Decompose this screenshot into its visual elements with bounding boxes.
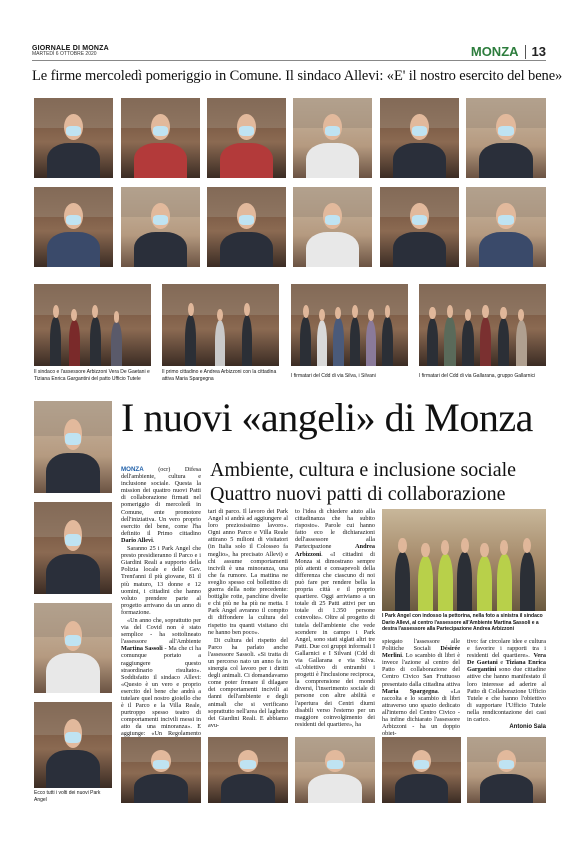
paragraph: tari di parco. Il lavoro dei Park Angel si andrà ad aggiungere al loro preziosissimo lavoro». Ogni anno Parco e Villa Reale attirano 5 milioni di visitatori (in Italia solo il Colosseo fa meglio», ha precisato Allevi) e chi assume comportamenti incivili è una minoranza, una che fa rumore. La mattina ne sveglio spesso col bollettino di guerra della notte precedente: bottiglie rotte, panchine divelte e chi più ne ha più ne metta. I Park Angel avranno il compito di diffondere la cultura del rispetto tra quanti visitano chi ne hanno ben poco».	[208, 508, 288, 636]
dateline: MONZA	[121, 466, 144, 473]
sidebar-portrait	[34, 502, 112, 594]
section-divider	[525, 45, 526, 59]
sidebar-caption: Ecco tutti i volti dei nuovi Park Angel	[34, 790, 101, 803]
group-photo	[34, 284, 151, 366]
paragraph: Saranno 25 i Park Angel che presto presidieranno il Parco e i Giardini Reali a supporto della Polizia locale e delle Gev. Trent'anni il più giovane, 81 il più maturo, 13 donne e 12 uomini, i cittadini che hanno voluto prendere parte al progetto arrivano da un anno di formazione.	[121, 545, 201, 616]
masthead	[32, 45, 109, 58]
photo-caption: I firmatari del Cdd di via Gallarana, gruppo Gallarnici	[419, 373, 536, 379]
person-name: Dario Allevi	[121, 536, 153, 544]
photo-caption: Il primo cittadino e Andrea Arbizzoni con la cittadina attiva Maria Spargegna	[162, 369, 277, 382]
photo-caption: I firmatari del Cdd di via Silva, i Silvani	[291, 373, 376, 379]
portrait-photo	[293, 98, 372, 178]
paragraph: spiegato l'assessore alle Politiche Sociali	[382, 638, 460, 653]
paragraph: sono due cittadine attive che hanno manifestato il loro interesse ad aderire al Patto di Collaborazione Ufficio Tutele e che hanno l'obiettivo di supportare l'Ufficio Tutele nella rendicontazione dei casi in carico.	[467, 666, 546, 724]
newspaper-name: GIORNALE DI MONZA	[32, 45, 109, 52]
portrait-photo	[466, 98, 546, 178]
group-photo	[291, 284, 408, 366]
paragraph: . Lo scambio di libri è invece l'azione al centro del Patto di collaborazione del Centro Civico San Fruttuoso presentato dalla cittadina attiva	[382, 652, 460, 688]
paragraph: Di cultura del rispetto del Parco ha parlato anche l'assessore Sassoli. «Si tratta di un percorso nato un anno fa in sinergia col lavoro per i diritti degli animali. Ci domandavamo come poter frenare il dilagare dei comportamenti incivili ai danni dell'ambiente e degli animali che si verificano soprattutto nell'area del laghetto dei Giardini Reali. E abbiamo avu-	[208, 636, 288, 729]
article-subtitle-line2: Quattro nuovi patti di collaborazione	[210, 483, 506, 505]
bottom-portrait	[295, 737, 375, 803]
page-number: 13	[531, 44, 546, 59]
article-title: I nuovi «angeli» di Monza	[121, 395, 533, 440]
person-name: Maria Spargegna	[382, 687, 438, 695]
paragraph: Difesa dell'ambiente, cultura e inclusione sociale. Questa la mission dei quattro nuovi Patti di collaborazione firmati nel pomeriggio di mercoledì in Comune, ente promotore dell'iniziativa. Un vero proprio esercito del bene, come l'ha definito il Primo cittadino	[121, 466, 201, 537]
bottom-portrait	[208, 737, 288, 803]
paragraph: «Un anno che, soprattutto per via del Covid non è stato semplice - ha sottolineato l'assessore all'Ambiente	[121, 616, 201, 646]
bottom-portrait	[121, 737, 201, 803]
article-subtitle-line1: Ambiente, cultura e inclusione sociale	[210, 459, 517, 481]
article-column-1: MONZA (ocr) Difesa dell'ambiente, cultura e inclusione sociale. Questa la mission dei quattro nuovi Patti di collaborazione firmati nel pomeriggio di mercoledì in Comune, ente promotore dell'iniziativa. Un vero proprio esercito del bene, come l'ha definito il Primo cittadino Dario Allevi. Saranno 25 i Park Angel che presto presidieranno il Parco e i Giardini Reali a supporto della Polizia locale e delle Gev. Trent'anni il più giovane, 81 il più maturo, 13 donne e 12 uomini, i cittadini che hanno voluto prendere parte al progetto arrivano da un anno di formazione. «Un anno che, soprattutto per via del Covid non è stato semplice - ha sottolineato l'assessore all'Ambiente Martina Sassoli - Ma che ci ha comunque portato a raggiungere questo straordinario risultato». Soddisfatto il sindaco Allevi: «Questo è un vero e proprio esercito del bene che andrà a tutelare quel nostro gioiello che è il Parco e la Villa Reale, purtroppo spesso teatro di comportamenti incivili messi in atto da una minoranza». E aggiunge: «Un Regolamento	[121, 466, 201, 731]
section-header	[471, 44, 546, 59]
portrait-photo	[34, 98, 113, 178]
inset-caption: I Park Angel con indosso la pettorina, nella foto a sinistra il sindaco Dario Allevi, al centro l'assessore all'Ambiente Martina Sassoli e a destra l'assessore alla Partecipazione Andrea Arbizzoni	[382, 613, 543, 632]
paragraph: to l'idea di chiedere aiuto alla cittadinanza che ha subito risposto». Parole cui hanno fatto eco le dichiarazioni dell'assessore alla Partecipazione	[295, 508, 375, 551]
portrait-photo	[34, 187, 113, 267]
portrait-photo	[121, 98, 200, 178]
bottom-portrait	[467, 737, 546, 803]
portrait-photo	[466, 187, 546, 267]
kicker: Le firme mercoledì pomeriggio in Comune. Il sindaco Allevi: «E' il nostro esercito del bene»	[32, 68, 563, 84]
portrait-photo	[207, 98, 286, 178]
sidebar-portrait	[34, 603, 112, 693]
paragraph: . «La raccolta e lo scambio di libri attraverso uno spazio dedicato all'interno del Centro Civico - ha infine dichiarato l'assessore Arbizzoni - ha un doppio obiet-	[382, 687, 461, 738]
portrait-photo	[380, 187, 459, 267]
sidebar-portrait	[34, 401, 112, 493]
sidebar-portrait	[34, 702, 112, 788]
dateline-code: (ocr)	[158, 466, 171, 473]
person-name: Tiziana Enrica Gargantini	[467, 659, 547, 674]
paragraph: - Ma che ci ha comunque portato a raggiungere questo straordinario risultato». Soddisfatto il sindaco Allevi: «Questo è un vero e proprio esercito del bene che andrà a tutelare quel nostro gioiello che è il Parco e la Villa Reale, purtroppo spesso teatro di comportamenti incivili messi in atto da una minoranza». E aggiunge: «Un Regolamento	[121, 645, 202, 738]
person-name: Désirée Merlini	[382, 645, 460, 660]
article-column-4	[382, 638, 461, 738]
article-column-5	[467, 638, 546, 733]
group-photo	[419, 284, 546, 366]
person-name: Martina Sassoli	[121, 645, 163, 653]
person-name: Vera De Gaetani	[467, 652, 546, 667]
header-rule	[32, 60, 546, 61]
portrait-photo	[293, 187, 372, 267]
portrait-photo	[121, 187, 200, 267]
person-name: Andrea Arbizzoni	[295, 543, 375, 558]
article-column-2	[208, 508, 288, 730]
article-column-3	[295, 508, 375, 730]
bottom-portrait	[382, 737, 461, 803]
author-signature: Antonio Sala	[509, 724, 546, 731]
conjunction: e	[497, 659, 506, 667]
paragraph: . «I cittadini di Monza si dimostrano sempre più attenti e consapevoli della differenza che ciascuno di noi può fare per rendere bella la propria città e il proprio quartiere. Oggi arriviamo a un totale di 25 Patti attivi per un totale di 1.350 persone coinvolte». Oltre al progetto di tutela dell'ambiente che vede scendere in campo i Park Angel, sono stati siglati altri tre Patti. Due coi gruppi informali I Gallarnici e I Silvani (Cdd di via Gallarana e via Silva. «L'obiettivo di entrambi i progetti è l'inclusione reciproca, la comprensione dei mondi diversi, l'inserimento sociale di persone con altre abilità e l'apertura dei Centri diurni disabili verso l'esterno per un maggiore coinvolgimento dei residenti del quartiere», ha	[295, 550, 375, 728]
portrait-photo	[207, 187, 286, 267]
group-photo	[162, 284, 279, 366]
park-angels-photo	[382, 509, 546, 611]
section-name: MONZA	[470, 44, 519, 59]
photo-caption: Il sindaco e l'assessore Arbizzoni Vera De Gaetani e Tiziana Enrica Gargantini del patto Ufficio Tutele	[34, 369, 150, 382]
paragraph: tivo: far circolare idee e cultura e favorire i rapporti tra i residenti del quartiere».	[467, 638, 546, 660]
portrait-photo	[380, 98, 459, 178]
issue-date: MARTEDÌ 6 OTTOBRE 2020	[32, 51, 97, 58]
